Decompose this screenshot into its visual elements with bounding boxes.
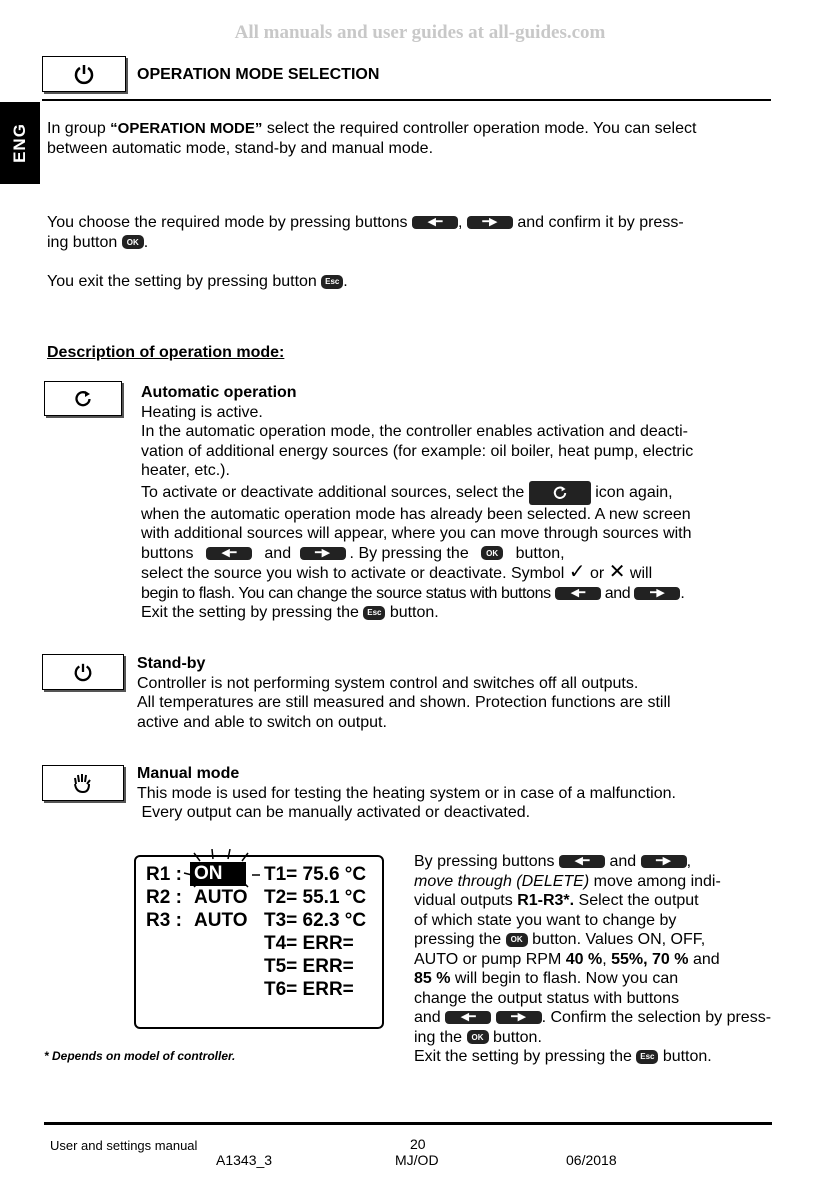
- footer-author: MJ/OD: [395, 1152, 439, 1168]
- standby-title: Stand-by: [137, 655, 206, 672]
- check-icon: ✓: [568, 561, 586, 583]
- manual-section: Manual mode This mode is used for testing the heating system or in case of a malfunction. Every output can be manually activated or deactivated.: [137, 764, 777, 823]
- right-arrow-button-icon: ━▶: [634, 587, 680, 600]
- left-arrow-button-icon: ◀━: [412, 216, 458, 229]
- auto-mode-button-icon: [529, 481, 591, 505]
- footnote: * Depends on model of controller.: [44, 1049, 236, 1063]
- esc-button-icon: Esc: [636, 1050, 658, 1064]
- language-tab-label: ENG: [10, 123, 29, 163]
- left-arrow-button-icon: ◀━: [559, 855, 605, 868]
- hand-icon: [71, 772, 95, 794]
- manual-icon-box: [42, 765, 124, 801]
- right-arrow-button-icon: ━▶: [496, 1011, 542, 1024]
- intro-paragraph-2: You choose the required mode by pressing buttons ◀━ , ━▶ and confirm it by press- ing button OK .: [47, 214, 684, 251]
- lcd-r3-label: R3 :: [146, 910, 182, 931]
- left-arrow-button-icon: ◀━: [555, 587, 601, 600]
- language-tab: [0, 102, 40, 184]
- lcd-r2-label: R2 :: [146, 887, 182, 908]
- footer-date: 06/2018: [566, 1152, 617, 1168]
- ok-button-icon: OK: [467, 1030, 489, 1044]
- page-title: OPERATION MODE SELECTION: [137, 66, 380, 83]
- automatic-icon-box: [44, 381, 122, 416]
- automatic-section: Automatic operation Heating is active. In the automatic operation mode, the controller enables activation and deacti- vation of additional energy sources (for example: oil boiler, heat pump, electric heater, etc.). To activate or deactivate additional sources, select the icon again, when the automatic operation mode has already been selected. A new screen with additional sources will appear, where you can move through sources with buttons ◀━ and ━▶ . By pressing the OK button, select the source you wish to activate or deactivate. Symbol ✓ or ✕ will begin to flash. You can change the source status with buttons ◀━ and ━▶ . Exit the setting by pressing the Esc button.: [141, 383, 781, 623]
- lcd-t2: T2= 55.1 °C: [264, 887, 367, 908]
- ok-button-icon: OK: [481, 546, 503, 560]
- standby-icon-box: [42, 654, 124, 690]
- description-heading: Description of operation mode:: [47, 344, 285, 361]
- lcd-r3-value: AUTO: [194, 910, 248, 931]
- intro-paragraph-1: In group “OPERATION MODE” select the required controller operation mode. You can select between automatic mode, stand-by and manual mode.: [47, 120, 697, 157]
- lcd-row-1: R1 :: [146, 864, 182, 885]
- power-icon: [73, 63, 95, 85]
- power-icon: [73, 662, 93, 682]
- manual-description: By pressing buttons ◀━ and ━▶ , move through (DELETE) move among indi- vidual outputs R1-R3*. Select the output of which state you want to change by pressing the OK button. Values ON, OFF, AUTO or pump RPM 40 %, 55%, 70 % and 85 % will begin to flash. Now you can change the output status with buttons and ◀━ ━▶ . Confirm the selection by press- ing the OK button. Exit the setting by pressing the Esc button.: [414, 853, 772, 1065]
- footer-rule: [44, 1122, 772, 1125]
- footer-page-number: 20: [410, 1136, 426, 1152]
- ok-button-icon: OK: [506, 933, 528, 947]
- lcd-r2-value: AUTO: [194, 887, 248, 908]
- watermark: All manuals and user guides at all-guides.com: [234, 22, 606, 43]
- power-icon-box: [42, 56, 126, 92]
- manual-title: Manual mode: [137, 765, 240, 782]
- lcd-t5: T5= ERR=: [264, 956, 354, 977]
- right-arrow-button-icon: ━▶: [641, 855, 687, 868]
- group-name: “OPERATION MODE”: [110, 120, 263, 137]
- intro-paragraph-3: You exit the setting by pressing button Esc .: [47, 273, 348, 290]
- right-arrow-button-icon: ━▶: [300, 547, 346, 560]
- footer-code: A1343_3: [216, 1152, 273, 1168]
- footer-manual: User and settings manual: [50, 1138, 198, 1153]
- ok-button-icon: OK: [122, 235, 144, 249]
- lcd-t6: T6= ERR=: [264, 979, 354, 1000]
- lcd-t1: T1= 75.6 °C: [264, 864, 367, 885]
- left-arrow-button-icon: ◀━: [206, 547, 252, 560]
- left-arrow-button-icon: ◀━: [445, 1011, 491, 1024]
- auto-mode-icon: [73, 389, 93, 409]
- automatic-title: Automatic operation: [141, 384, 297, 401]
- right-arrow-button-icon: ━▶: [467, 216, 513, 229]
- cross-icon: ✕: [608, 561, 626, 583]
- standby-section: Stand-by Controller is not performing system control and switches off all outputs. All temperatures are still measured and shown. Protection functions are still active and able to switch on output.: [137, 654, 777, 732]
- esc-button-icon: Esc: [321, 275, 343, 289]
- lcd-r1-value: ON: [190, 862, 246, 886]
- lcd-t3: T3= 62.3 °C: [264, 910, 367, 931]
- lcd-screen: [134, 855, 384, 1029]
- esc-button-icon: Esc: [363, 606, 385, 620]
- lcd-t4: T4= ERR=: [264, 933, 354, 954]
- header-rule: [42, 99, 771, 101]
